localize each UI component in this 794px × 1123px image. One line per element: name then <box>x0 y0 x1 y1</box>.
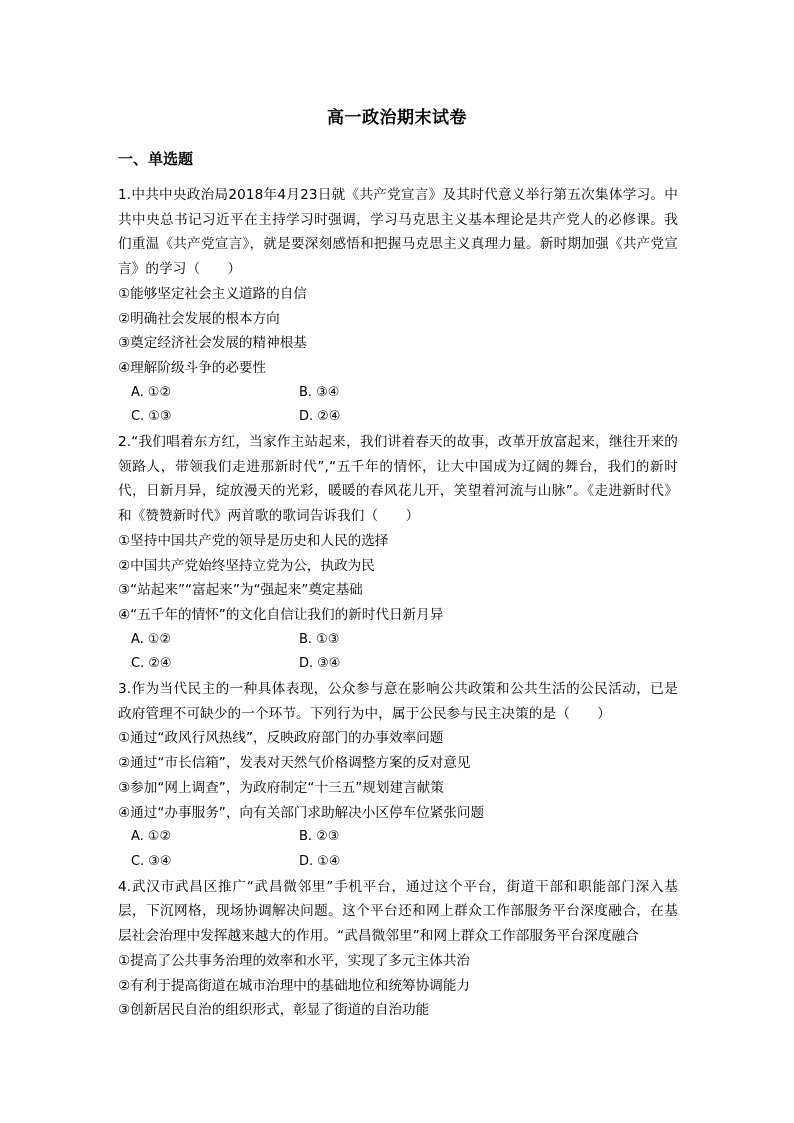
statement-option: ④“五千年的情怀”的文化自信让我们的新时代日新月异 <box>118 606 444 623</box>
question-stem: 2.“我们唱着东方红，当家作主站起来，我们讲着春天的故事，改革开放富起来，继往开来的领路人，带领我们走进那新时代”,“五千年的情怀，让大中国成为辽阔的舞台，我们的新时代，日新月异，绽放漫天的光彩，暖暖的春风花儿开，笑望着河流与山脉”。《走进新时代》和《赞赞新时代》两首歌的歌词告诉我们（ ） <box>118 434 678 525</box>
page-title: 高一政治期末试卷 <box>327 108 467 128</box>
statement-option: ②中国共产党始终坚持立党为公，执政为民 <box>118 557 375 574</box>
choice-b[interactable]: B. ③④ <box>299 384 340 400</box>
section-heading: 一、单选题 <box>118 150 194 168</box>
statement-option: ④理解阶级斗争的必要性 <box>118 359 267 376</box>
statement-option: ②有利于提高街道在城市治理中的基础地位和统筹协调能力 <box>118 977 471 994</box>
question-stem: 1.中共中央政治局2018年4月23日就《共产党宣言》及其时代意义举行第五次集体学习。中共中央总书记习近平在主持学习时强调，学习马克思主义基本理论是共产党人的必修课。我们重温《共产党宣言》，就是要深刻感悟和把握马克思主义真理力量。新时期加强《共产党宣言》的学习（ ） <box>118 187 678 278</box>
statement-option: ①通过“政风行风热线”，反映政府部门的办事效率问题 <box>118 730 444 747</box>
statement-option: ③奠定经济社会发展的精神根基 <box>118 335 307 352</box>
statement-option: ②通过“市长信箱”，发表对天然气价格调整方案的反对意见 <box>118 755 471 772</box>
statement-option: ③创新居民自治的组织形式，彰显了街道的自治功能 <box>118 1002 430 1019</box>
choice-c[interactable]: C. ②④ <box>131 656 172 672</box>
answer-choices <box>118 381 678 430</box>
choice-a[interactable]: A. ①② <box>131 384 172 400</box>
statement-option: ②明确社会发展的根本方向 <box>118 310 280 327</box>
question-stem: 4.武汉市武昌区推广“武昌微邻里”手机平台，通过这个平台，街道干部和职能部门深入基层，下沉网格，现场协调解决问题。这个平台还和网上群众工作部服务平台深度融合，在基层社会治理中发挥越来越大的作用。“武昌微邻里”和网上群众工作部服务平台深度融合 <box>118 878 678 945</box>
statement-option: ④通过“办事服务”，向有关部门求助解决小区停车位紧张问题 <box>118 804 485 821</box>
statement-option: ①能够坚定社会主义道路的自信 <box>118 285 307 302</box>
choice-b[interactable]: B. ①③ <box>299 631 340 647</box>
statement-option: ①坚持中国共产党的领导是历史和人民的选择 <box>118 532 389 549</box>
answer-choices <box>118 628 678 677</box>
choice-d[interactable]: D. ①④ <box>299 853 341 869</box>
choice-c[interactable]: C. ③④ <box>131 853 172 869</box>
question-list <box>118 183 678 1023</box>
statement-option: ①提高了公共事务治理的效率和水平，实现了多元主体共治 <box>118 952 471 969</box>
choice-d[interactable]: D. ③④ <box>299 656 341 672</box>
choice-d[interactable]: D. ②④ <box>299 409 341 425</box>
question-3 <box>118 677 678 875</box>
statement-option: ③“站起来”“富起来”为“强起来”奠定基础 <box>118 582 363 599</box>
choice-c[interactable]: C. ①③ <box>131 409 172 425</box>
question-4 <box>118 875 678 1023</box>
question-2 <box>118 430 678 677</box>
question-1 <box>118 183 678 430</box>
choice-b[interactable]: B. ②③ <box>299 829 340 845</box>
choice-a[interactable]: A. ①② <box>131 829 172 845</box>
answer-choices <box>118 825 678 874</box>
statement-option: ③参加“网上调查”，为政府制定“十三五”规划建言献策 <box>118 779 444 796</box>
question-stem: 3.作为当代民主的一种具体表现，公众参与意在影响公共政策和公共生活的公民活动，已是政府管理不可缺少的一个环节。下列行为中，属于公民参与民主决策的是（ ） <box>118 681 678 722</box>
choice-a[interactable]: A. ①② <box>131 631 172 647</box>
